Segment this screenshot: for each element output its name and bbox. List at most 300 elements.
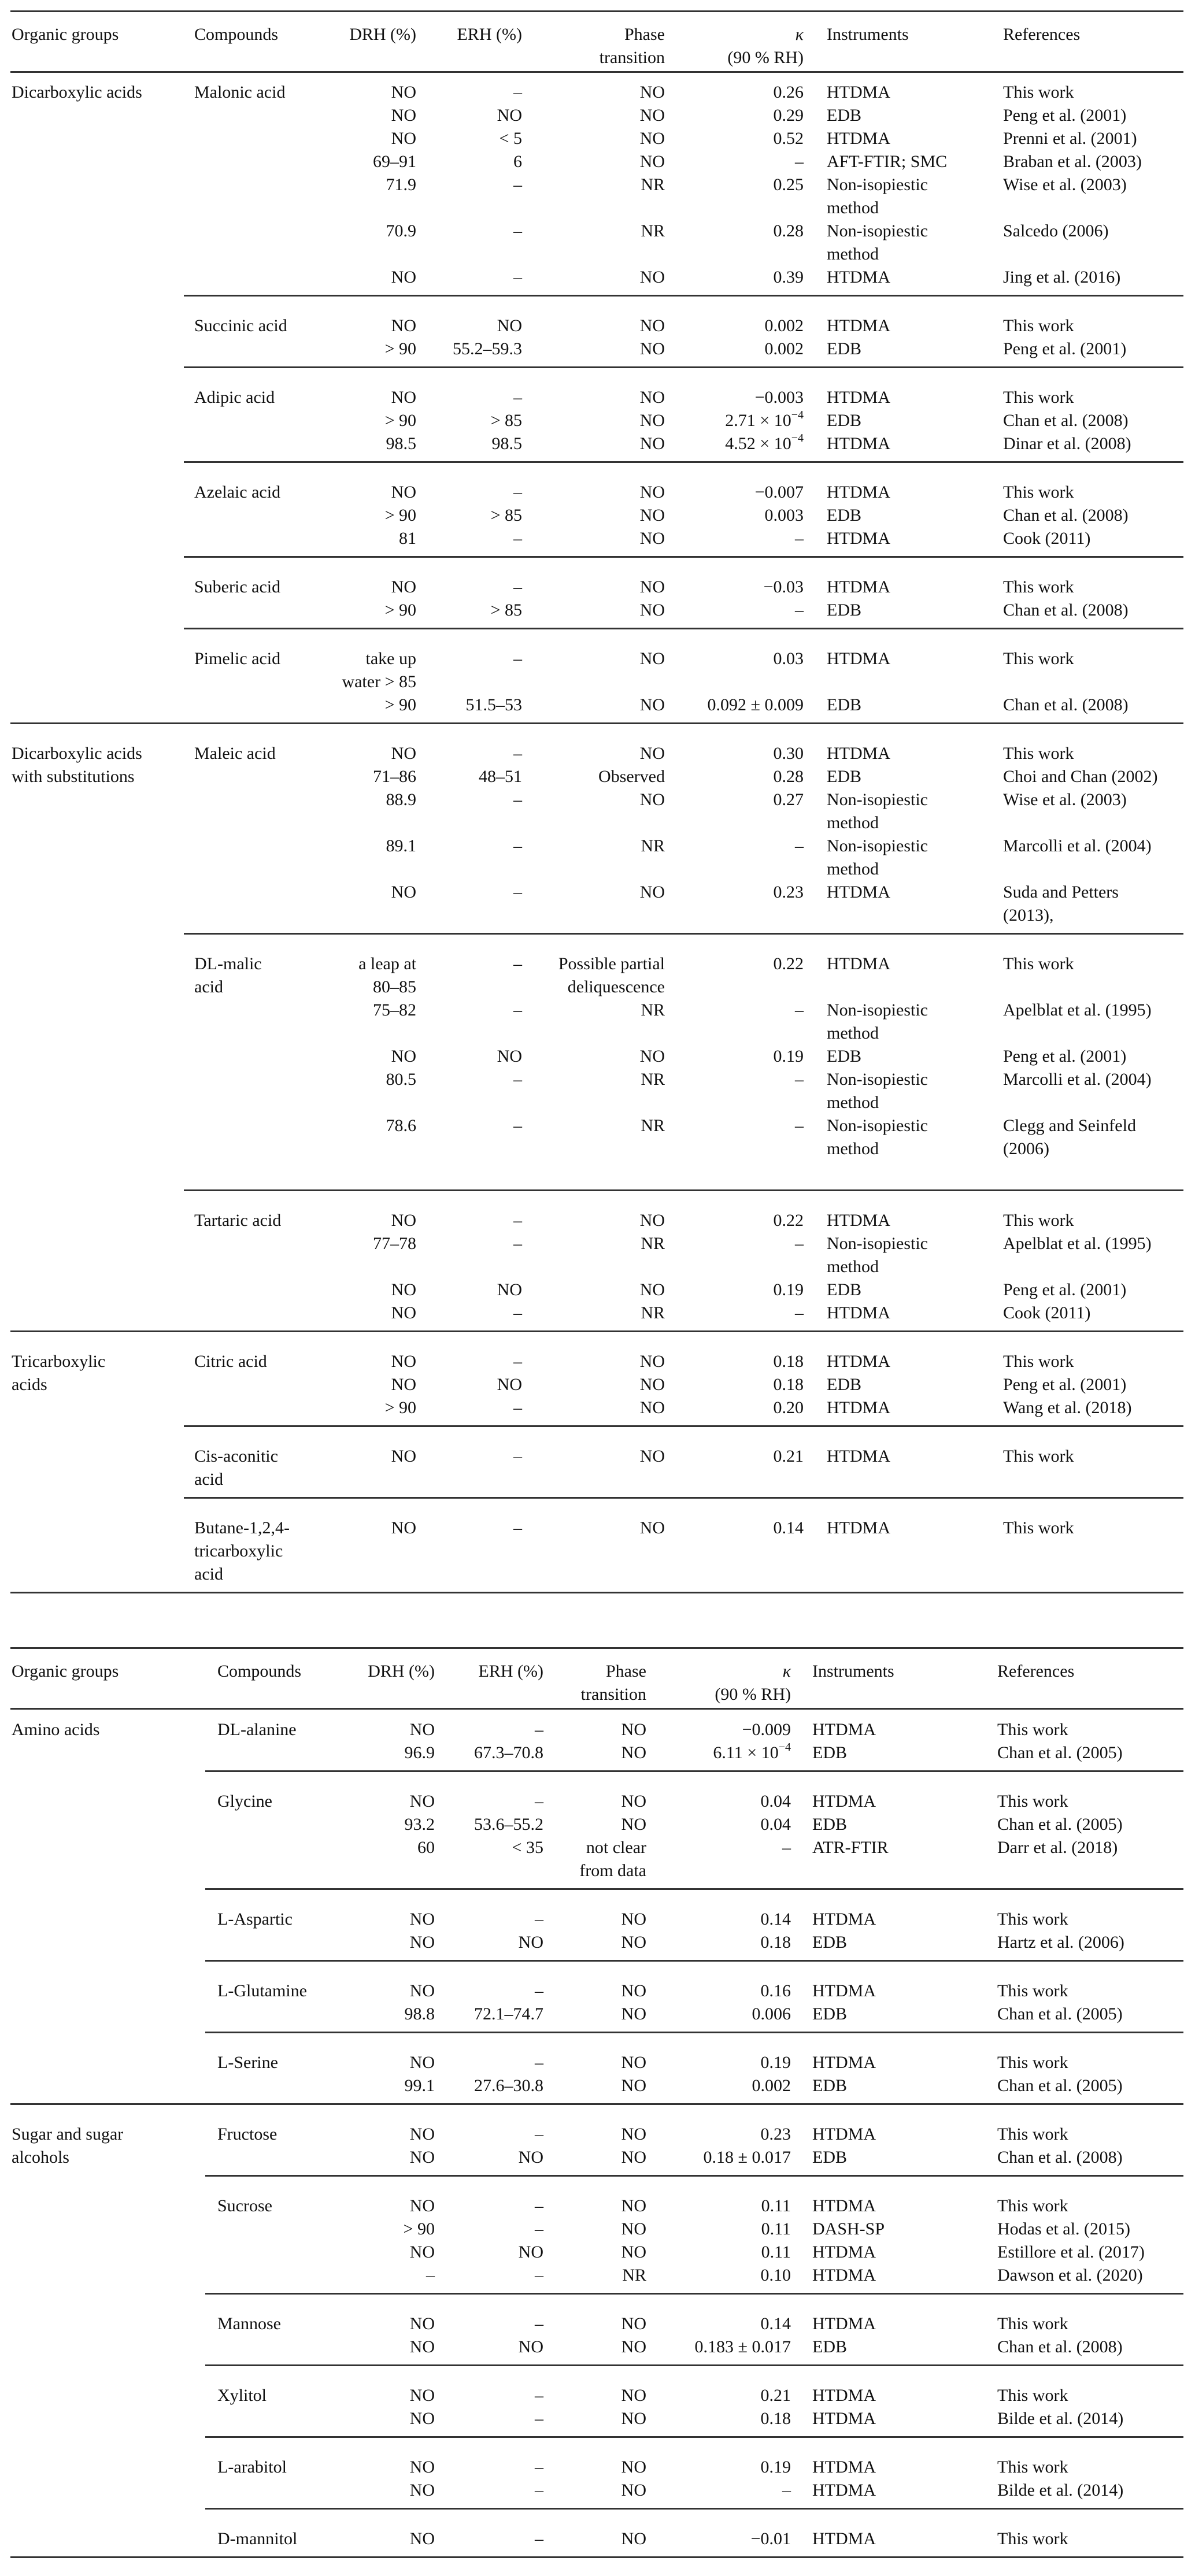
kappa-value: 0.21: [773, 1447, 804, 1466]
compound-separator-rule: [184, 556, 1183, 558]
reference-value: Chan et al. (2005): [997, 1743, 1123, 1762]
phase-transition-value: NO: [639, 883, 665, 902]
table-bottom-rule: [10, 2556, 1183, 2558]
reference-value: This work: [1003, 1352, 1074, 1371]
compound-name: Tartaric acid: [194, 1211, 282, 1230]
kappa-value: 0.14: [760, 1910, 791, 1929]
erh-value: –: [535, 1792, 543, 1811]
phase-transition-value: NO: [621, 1743, 646, 1762]
erh-value: 48–51: [479, 767, 522, 786]
kappa-value: 0.28: [773, 221, 804, 240]
drh-value: 98.5: [386, 434, 416, 453]
reference-value: Bilde et al. (2014): [997, 2409, 1124, 2428]
erh-value: 6: [513, 152, 522, 171]
phase-transition-value: NO: [639, 695, 665, 714]
erh-value: 98.5: [491, 434, 522, 453]
phase-transition-value: NO: [621, 2125, 646, 2144]
erh-value: 53.6–55.2: [474, 1815, 543, 1834]
erh-value: NO: [518, 2243, 543, 2262]
instrument-value: DASH-SP: [812, 2219, 885, 2238]
reference-value: Chan et al. (2008): [1003, 695, 1129, 714]
kappa-value: 0.183 ± 0.017: [694, 2337, 791, 2356]
instrument-value: EDB: [827, 1047, 861, 1066]
phase-transition-value: NO: [639, 129, 665, 148]
kappa-value: −0.003: [754, 388, 804, 407]
phase-transition-value: NO: [639, 1398, 665, 1417]
instrument-value: HTDMA: [812, 2196, 876, 2215]
compound-name: Maleic acid: [194, 744, 276, 763]
header-instruments: Instruments: [812, 1662, 894, 1681]
drh-value: NO: [409, 1933, 435, 1952]
kappa-value: –: [795, 1303, 804, 1322]
reference-value: Wang et al. (2018): [1003, 1398, 1132, 1417]
phase-transition-value: NO: [639, 388, 665, 407]
instrument-value: HTDMA: [827, 1447, 890, 1466]
compound-name: Butane-1,2,4- tricarboxylic acid: [194, 1518, 290, 1584]
kappa-value: 0.006: [752, 2004, 791, 2023]
erh-value: –: [513, 649, 522, 668]
erh-value: NO: [497, 106, 522, 125]
reference-value: This work: [997, 2053, 1068, 2072]
kappa-value: 0.092 ± 0.009: [707, 695, 804, 714]
erh-value: –: [513, 1070, 522, 1089]
phase-transition-value: NO: [639, 152, 665, 171]
erh-value: –: [513, 790, 522, 809]
reference-value: Peng et al. (2001): [1003, 1047, 1127, 1066]
header-references: References: [997, 1662, 1075, 1681]
group-separator-rule: [10, 1330, 1183, 1332]
instrument-value: EDB: [812, 2076, 847, 2095]
reference-value: This work: [997, 2458, 1068, 2477]
kappa-value: −0.03: [763, 577, 804, 596]
phase-transition-value: NO: [639, 1375, 665, 1394]
reference-value: Peng et al. (2001): [1003, 339, 1127, 358]
instrument-value: HTDMA: [827, 388, 890, 407]
reference-value: Chan et al. (2005): [997, 1815, 1123, 1834]
phase-transition-value: NO: [621, 2053, 646, 2072]
compound-name: L-arabitol: [217, 2458, 287, 2477]
compound-separator-rule: [184, 366, 1183, 368]
instrument-value: HTDMA: [827, 434, 890, 453]
compound-separator-rule: [205, 1888, 1183, 1890]
reference-value: Hodas et al. (2015): [997, 2219, 1130, 2238]
drh-value: 69–91: [373, 152, 416, 171]
instrument-value: HTDMA: [827, 744, 890, 763]
compound-name: Citric acid: [194, 1352, 267, 1371]
drh-value: NO: [409, 1910, 435, 1929]
reference-value: This work: [997, 1792, 1068, 1811]
drh-value: NO: [391, 388, 416, 407]
compound-separator-rule: [184, 461, 1183, 463]
reference-value: This work: [997, 1910, 1068, 1929]
kappa-value: −0.009: [742, 1720, 791, 1739]
reference-value: Apelblat et al. (1995): [1003, 1000, 1152, 1020]
compound-separator-rule: [184, 628, 1183, 629]
header-erh: ERH (%): [478, 1662, 543, 1681]
drh-value: 81: [399, 529, 416, 548]
drh-value: NO: [409, 2243, 435, 2262]
phase-transition-value: NO: [639, 1447, 665, 1466]
drh-value: NO: [409, 1720, 435, 1739]
kappa-value: 0.04: [760, 1792, 791, 1811]
reference-value: Bilde et al. (2014): [997, 2481, 1124, 2500]
kappa-value: 0.26: [773, 83, 804, 102]
phase-transition-value: NR: [641, 1000, 665, 1020]
phase-transition-value: NO: [621, 2243, 646, 2262]
phase-transition-value: NO: [639, 339, 665, 358]
phase-transition-value: NO: [621, 2481, 646, 2500]
kappa-value: –: [795, 601, 804, 620]
erh-value: –: [513, 744, 522, 763]
reference-value: Peng et al. (2001): [1003, 106, 1127, 125]
organic-group-name: Dicarboxylic acids with substitutions: [12, 744, 142, 786]
kappa-value: $4.52 \times 10^{-4}$: [725, 432, 804, 453]
phase-transition-value: NO: [621, 2458, 646, 2477]
organic-group-name: Sugar and sugar alcohols: [12, 2125, 124, 2167]
compound-name: Glycine: [217, 1792, 272, 1811]
instrument-value: HTDMA: [812, 1981, 876, 2000]
kappa-value: 0.28: [773, 767, 804, 786]
erh-value: NO: [518, 1933, 543, 1952]
kappa-value: $6.11 \times 10^{-4}$: [713, 1741, 791, 1762]
instrument-value: HTDMA: [827, 954, 890, 973]
reference-value: Marcolli et al. (2004): [1003, 1070, 1152, 1089]
erh-value: –: [513, 954, 522, 973]
kappa-value: 0.19: [773, 1280, 804, 1299]
kappa-value: 0.29: [773, 106, 804, 125]
phase-transition-value: NR: [641, 1303, 665, 1322]
compound-separator-rule: [184, 1189, 1183, 1191]
hygroscopicity-table-part-2: [0, 1634, 1195, 2576]
instrument-value: HTDMA: [827, 1211, 890, 1230]
erh-value: NO: [497, 1375, 522, 1394]
reference-value: This work: [997, 2196, 1068, 2215]
group-separator-rule: [10, 722, 1183, 724]
drh-value: 99.1: [404, 2076, 435, 2095]
drh-value: NO: [391, 1303, 416, 1322]
drh-value: > 90: [384, 601, 416, 620]
instrument-value: HTDMA: [812, 2386, 876, 2405]
instrument-value: EDB: [812, 2004, 847, 2023]
compound-separator-rule: [205, 1770, 1183, 1772]
organic-group-name: Tricarboxylic acids: [12, 1352, 106, 1394]
kappa-value: 0.22: [773, 954, 804, 973]
kappa-value: 0.04: [760, 1815, 791, 1834]
compound-name: Fructose: [217, 2125, 278, 2144]
kappa-exponent: −4: [791, 409, 804, 421]
reference-value: Chan et al. (2008): [1003, 411, 1129, 430]
compound-name: Succinic acid: [194, 316, 287, 335]
drh-value: NO: [409, 2337, 435, 2356]
phase-transition-value: NO: [621, 1792, 646, 1811]
phase-transition-value: NO: [639, 649, 665, 668]
reference-value: This work: [997, 1981, 1068, 2000]
header-kappa-condition: (90 % RH): [727, 48, 804, 67]
drh-value: –: [426, 2266, 435, 2285]
phase-transition-value: NO: [621, 2148, 646, 2167]
instrument-value: EDB: [827, 1280, 861, 1299]
drh-value: > 90: [384, 506, 416, 525]
compound-name: DL-alanine: [217, 1720, 297, 1739]
instrument-value: HTDMA: [812, 1792, 876, 1811]
instrument-value: HTDMA: [827, 1352, 890, 1371]
erh-value: –: [535, 2386, 543, 2405]
instrument-value: HTDMA: [827, 883, 890, 902]
kappa-value: 0.002: [764, 339, 804, 358]
table-top-rule: [10, 1647, 1183, 1649]
drh-value: NO: [409, 2481, 435, 2500]
instrument-value: HTDMA: [812, 2053, 876, 2072]
kappa-value: 0.18: [760, 2409, 791, 2428]
erh-value: –: [513, 1303, 522, 1322]
drh-value: > 90: [403, 2219, 435, 2238]
instrument-value: EDB: [827, 695, 861, 714]
phase-transition-value: Possible partial deliquescence: [558, 954, 665, 996]
reference-value: Chan et al. (2005): [997, 2004, 1123, 2023]
drh-value: > 90: [384, 339, 416, 358]
reference-value: This work: [997, 2125, 1068, 2144]
phase-transition-value: NO: [639, 790, 665, 809]
compound-name: Malonic acid: [194, 83, 286, 102]
header-instruments: Instruments: [827, 25, 909, 44]
erh-value: –: [535, 2481, 543, 2500]
instrument-value: HTDMA: [827, 1303, 890, 1322]
phase-transition-value: NO: [621, 2004, 646, 2023]
drh-value: 98.8: [404, 2004, 435, 2023]
kappa-value: 0.19: [760, 2053, 791, 2072]
header-phase-transition: Phase transition: [599, 25, 665, 67]
compound-separator-rule: [205, 2175, 1183, 2177]
erh-value: –: [513, 577, 522, 596]
instrument-value: Non-isopiestic method: [827, 790, 928, 832]
erh-value: –: [513, 1234, 522, 1253]
kappa-value: 0.25: [773, 175, 804, 194]
instrument-value: HTDMA: [812, 2125, 876, 2144]
erh-value: –: [535, 2458, 543, 2477]
reference-value: Apelblat et al. (1995): [1003, 1234, 1152, 1253]
erh-value: –: [535, 2529, 543, 2548]
drh-value: NO: [391, 1211, 416, 1230]
reference-value: Dawson et al. (2020): [997, 2266, 1143, 2285]
erh-value: –: [513, 221, 522, 240]
erh-value: –: [535, 2219, 543, 2238]
header-organic-groups: Organic groups: [12, 1662, 119, 1681]
erh-value: 51.5–53: [465, 695, 522, 714]
kappa-value: $2.71 \times 10^{-4}$: [725, 409, 804, 430]
reference-value: This work: [997, 2529, 1068, 2548]
phase-transition-value: NR: [622, 2266, 646, 2285]
drh-value: NO: [409, 2529, 435, 2548]
phase-transition-value: NO: [639, 1280, 665, 1299]
drh-value: NO: [391, 883, 416, 902]
drh-value: NO: [391, 1375, 416, 1394]
instrument-value: Non-isopiestic method: [827, 175, 928, 217]
instrument-value: EDB: [827, 601, 861, 620]
erh-value: NO: [518, 2148, 543, 2167]
phase-transition-value: NO: [621, 1981, 646, 2000]
drh-value: 96.9: [404, 1743, 435, 1762]
instrument-value: EDB: [827, 506, 861, 525]
reference-value: This work: [1003, 1211, 1074, 1230]
compound-separator-rule: [205, 1960, 1183, 1962]
reference-value: This work: [1003, 83, 1074, 102]
header-drh: DRH (%): [368, 1662, 435, 1681]
reference-value: This work: [1003, 649, 1074, 668]
drh-value: 71.9: [386, 175, 416, 194]
kappa-value: 0.19: [773, 1047, 804, 1066]
table-top-rule: [10, 10, 1183, 12]
instrument-value: EDB: [812, 2148, 847, 2167]
drh-value: NO: [409, 2458, 435, 2477]
drh-value: NO: [391, 106, 416, 125]
phase-transition-value: NO: [621, 2337, 646, 2356]
kappa-value: 0.18: [760, 1933, 791, 1952]
compound-name: Pimelic acid: [194, 649, 281, 668]
kappa-value: –: [782, 2481, 791, 2500]
reference-value: Chan et al. (2008): [997, 2148, 1123, 2167]
drh-value: NO: [391, 83, 416, 102]
instrument-value: EDB: [812, 1815, 847, 1834]
erh-value: –: [513, 388, 522, 407]
kappa-value: 0.23: [773, 883, 804, 902]
header-references: References: [1003, 25, 1081, 44]
phase-transition-value: NO: [639, 601, 665, 620]
kappa-value: 0.16: [760, 1981, 791, 2000]
compound-name: L-Serine: [217, 2053, 278, 2072]
reference-value: This work: [997, 2386, 1068, 2405]
instrument-value: Non-isopiestic method: [827, 1234, 928, 1276]
compound-separator-rule: [205, 2364, 1183, 2366]
drh-value: 78.6: [386, 1116, 416, 1135]
table-bottom-rule: [10, 1592, 1183, 1593]
instrument-value: HTDMA: [812, 2529, 876, 2548]
compound-name: D-mannitol: [217, 2529, 298, 2548]
reference-value: Choi and Chan (2002): [1003, 767, 1158, 786]
reference-value: Peng et al. (2001): [1003, 1375, 1127, 1394]
organic-group-name: Amino acids: [12, 1720, 100, 1739]
kappa-value: 0.003: [764, 506, 804, 525]
kappa-value: 0.03: [773, 649, 804, 668]
kappa-value: 0.20: [773, 1398, 804, 1417]
reference-value: This work: [1003, 1518, 1074, 1537]
erh-value: < 5: [499, 129, 522, 148]
instrument-value: HTDMA: [812, 1720, 876, 1739]
phase-transition-value: NO: [639, 483, 665, 502]
instrument-value: EDB: [827, 1375, 861, 1394]
compound-separator-rule: [205, 2508, 1183, 2510]
kappa-value: 0.18: [773, 1375, 804, 1394]
phase-transition-value: NO: [639, 744, 665, 763]
reference-value: Cook (2011): [1003, 529, 1091, 548]
kappa-value: 0.19: [760, 2458, 791, 2477]
header-kappa-symbol: κ: [795, 25, 804, 44]
reference-value: Peng et al. (2001): [1003, 1280, 1127, 1299]
instrument-value: HTDMA: [812, 1910, 876, 1929]
organic-group-name: Dicarboxylic acids: [12, 83, 142, 102]
erh-value: < 35: [512, 1838, 543, 1857]
instrument-value: EDB: [812, 1743, 847, 1762]
instrument-value: EDB: [812, 2337, 847, 2356]
reference-value: Hartz et al. (2006): [997, 1933, 1124, 1952]
drh-value: NO: [391, 1447, 416, 1466]
phase-transition-value: NR: [641, 1070, 665, 1089]
kappa-value: 0.39: [773, 268, 804, 287]
kappa-value: –: [795, 1070, 804, 1089]
kappa-value: –: [795, 529, 804, 548]
kappa-value: 0.52: [773, 129, 804, 148]
reference-value: This work: [1003, 577, 1074, 596]
drh-value: NO: [409, 2314, 435, 2333]
drh-value: NO: [409, 2386, 435, 2405]
reference-value: This work: [1003, 744, 1074, 763]
instrument-value: ATR-FTIR: [812, 1838, 889, 1857]
erh-value: 55.2–59.3: [453, 339, 522, 358]
compound-name: L-Glutamine: [217, 1981, 307, 2000]
phase-transition-value: NO: [639, 411, 665, 430]
reference-value: Clegg and Seinfeld (2006): [1003, 1116, 1136, 1158]
kappa-value: 0.27: [773, 790, 804, 809]
drh-value: NO: [409, 1981, 435, 2000]
instrument-value: EDB: [827, 339, 861, 358]
drh-value: NO: [391, 129, 416, 148]
reference-value: Chan et al. (2008): [1003, 601, 1129, 620]
drh-value: > 90: [384, 1398, 416, 1417]
header-bottom-rule: [10, 1708, 1183, 1710]
phase-transition-value: NR: [641, 1234, 665, 1253]
reference-value: This work: [1003, 1447, 1074, 1466]
erh-value: –: [513, 1398, 522, 1417]
erh-value: –: [535, 1910, 543, 1929]
reference-value: Salcedo (2006): [1003, 221, 1109, 240]
kappa-value: 0.11: [761, 2196, 791, 2215]
instrument-value: EDB: [827, 411, 861, 430]
phase-transition-value: NO: [639, 1518, 665, 1537]
phase-transition-value: NO: [639, 434, 665, 453]
phase-transition-value: NO: [621, 2076, 646, 2095]
phase-transition-value: NO: [639, 1211, 665, 1230]
drh-value: NO: [391, 744, 416, 763]
drh-value: 77–78: [373, 1234, 416, 1253]
kappa-exponent: −4: [791, 432, 804, 444]
erh-value: –: [513, 1211, 522, 1230]
instrument-value: HTDMA: [827, 316, 890, 335]
phase-transition-value: NO: [639, 83, 665, 102]
phase-transition-value: NO: [621, 2219, 646, 2238]
phase-transition-value: not clear from data: [579, 1838, 646, 1880]
erh-value: –: [513, 268, 522, 287]
reference-value: Suda and Petters (2013),: [1003, 883, 1119, 925]
phase-transition-value: NO: [621, 1933, 646, 1952]
reference-value: This work: [997, 1720, 1068, 1739]
phase-transition-value: NO: [621, 2314, 646, 2333]
drh-value: NO: [409, 2125, 435, 2144]
drh-value: 80.5: [386, 1070, 416, 1089]
phase-transition-value: NO: [621, 1910, 646, 1929]
phase-transition-value: NR: [641, 221, 665, 240]
reference-value: Jing et al. (2016): [1003, 268, 1121, 287]
erh-value: –: [513, 483, 522, 502]
kappa-value: 0.22: [773, 1211, 804, 1230]
phase-transition-value: NO: [639, 316, 665, 335]
kappa-exponent: −4: [778, 1741, 791, 1754]
erh-value: –: [535, 1720, 543, 1739]
instrument-value: HTDMA: [827, 83, 890, 102]
compound-separator-rule: [184, 295, 1183, 296]
instrument-value: EDB: [812, 1933, 847, 1952]
kappa-value: 0.18 ± 0.017: [703, 2148, 791, 2167]
compound-name: DL-malic acid: [194, 954, 262, 996]
compound-separator-rule: [205, 2293, 1183, 2295]
